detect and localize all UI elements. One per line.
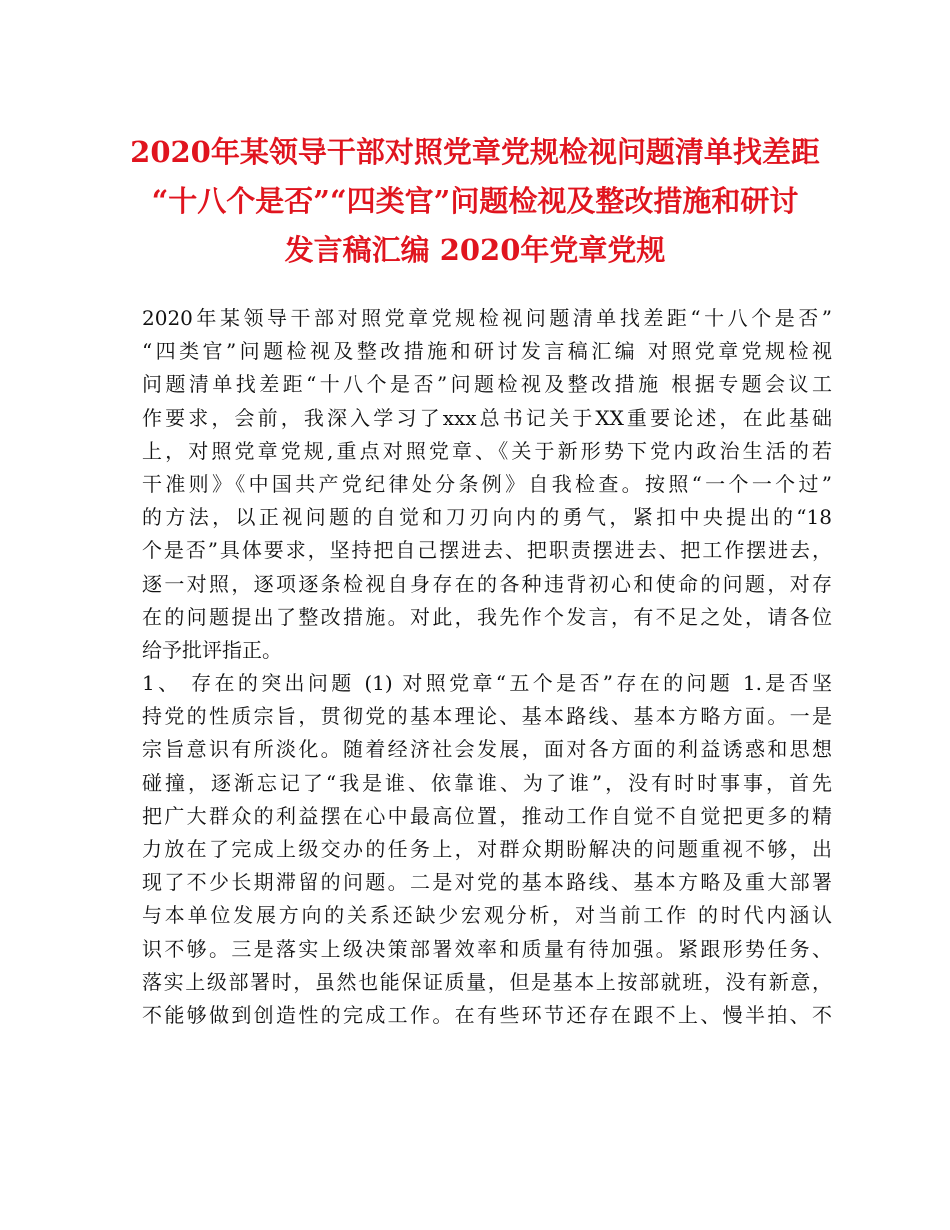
body-line: 个是否”具体要求，坚持把自己摆进去、把职责摆进去、把工作摆进去， (142, 538, 832, 563)
body-line: 逐一对照，逐项逐条检视自身存在的各种违背初心和使命的问题，对存 (142, 571, 832, 596)
body-line: 持党的性质宗旨，贯彻党的基本理论、基本路线、基本方略方面。一是 (142, 704, 832, 729)
body-line: 把广大群众的利益摆在心中最高位置，推动工作自觉不自觉把更多的精 (142, 803, 832, 828)
document-body (142, 302, 832, 1032)
body-line: 碰撞，逐渐忘记了“我是谁、依靠谁、为了谁”，没有时时事事，首先 (142, 770, 832, 795)
body-line: 给予批评指正。 (142, 637, 282, 662)
body-line: 问题清单找差距“十八个是否”问题检视及整改措施 根据专题会议工 (142, 372, 832, 397)
document-title (100, 128, 850, 275)
body-line: 的方法，以正视问题的自觉和刀刃向内的勇气，紧扣中央提出的“18 (142, 505, 832, 530)
title-line-2: “十八个是否”“四类官”问题检视及整改措施和研讨 (151, 184, 799, 218)
body-line: 力放在了完成上级交办的任务上，对群众期盼解决的问题重视不够，出 (142, 837, 832, 861)
body-line: 识不够。三是落实上级决策部署效率和质量有待加强。紧跟形势任务、 (142, 936, 832, 961)
body-line: 干准则》《中国共产党纪律处分条例》自我检查。按照“一个一个过” (142, 471, 832, 496)
body-line: “四类官”问题检视及整改措施和研讨发言稿汇编 对照党章党规检视 (142, 339, 832, 364)
body-line: 作要求，会前，我深入学习了xxx总书记关于XX重要论述，在此基础 (142, 405, 832, 430)
title-line-1: 2020年某领导干部对照党章党规检视问题清单找差距 (130, 135, 820, 169)
body-line: 落实上级部署时，虽然也能保证质量，但是基本上按部就班，没有新意， (142, 969, 832, 994)
title-line-3: 发言稿汇编 2020年党章党规 (284, 233, 666, 267)
body-line: 2020年某领导干部对照党章党规检视问题清单找差距“十八个是否” (142, 306, 832, 330)
body-line: 1、 存在的突出问题 (1) 对照党章“五个是否”存在的问题 1.是否坚 (142, 671, 832, 696)
body-line: 与本单位发展方向的关系还缺少宏观分析，对当前工作 的时代内涵认 (142, 903, 832, 928)
body-line: 宗旨意识有所淡化。随着经济社会发展，面对各方面的利益诱惑和思想 (142, 737, 832, 762)
body-line: 上，对照党章党规,重点对照党章、《关于新形势下党内政治生活的若 (142, 438, 832, 463)
body-line: 在的问题提出了整改措施。对此，我先作个发言，有不足之处，请各位 (142, 604, 832, 629)
body-line: 不能够做到创造性的完成工作。在有些环节还存在跟不上、慢半拍、不 (142, 1002, 832, 1027)
body-line: 现了不少长期滞留的问题。二是对党的基本路线、基本方略及重大部署 (142, 870, 832, 895)
